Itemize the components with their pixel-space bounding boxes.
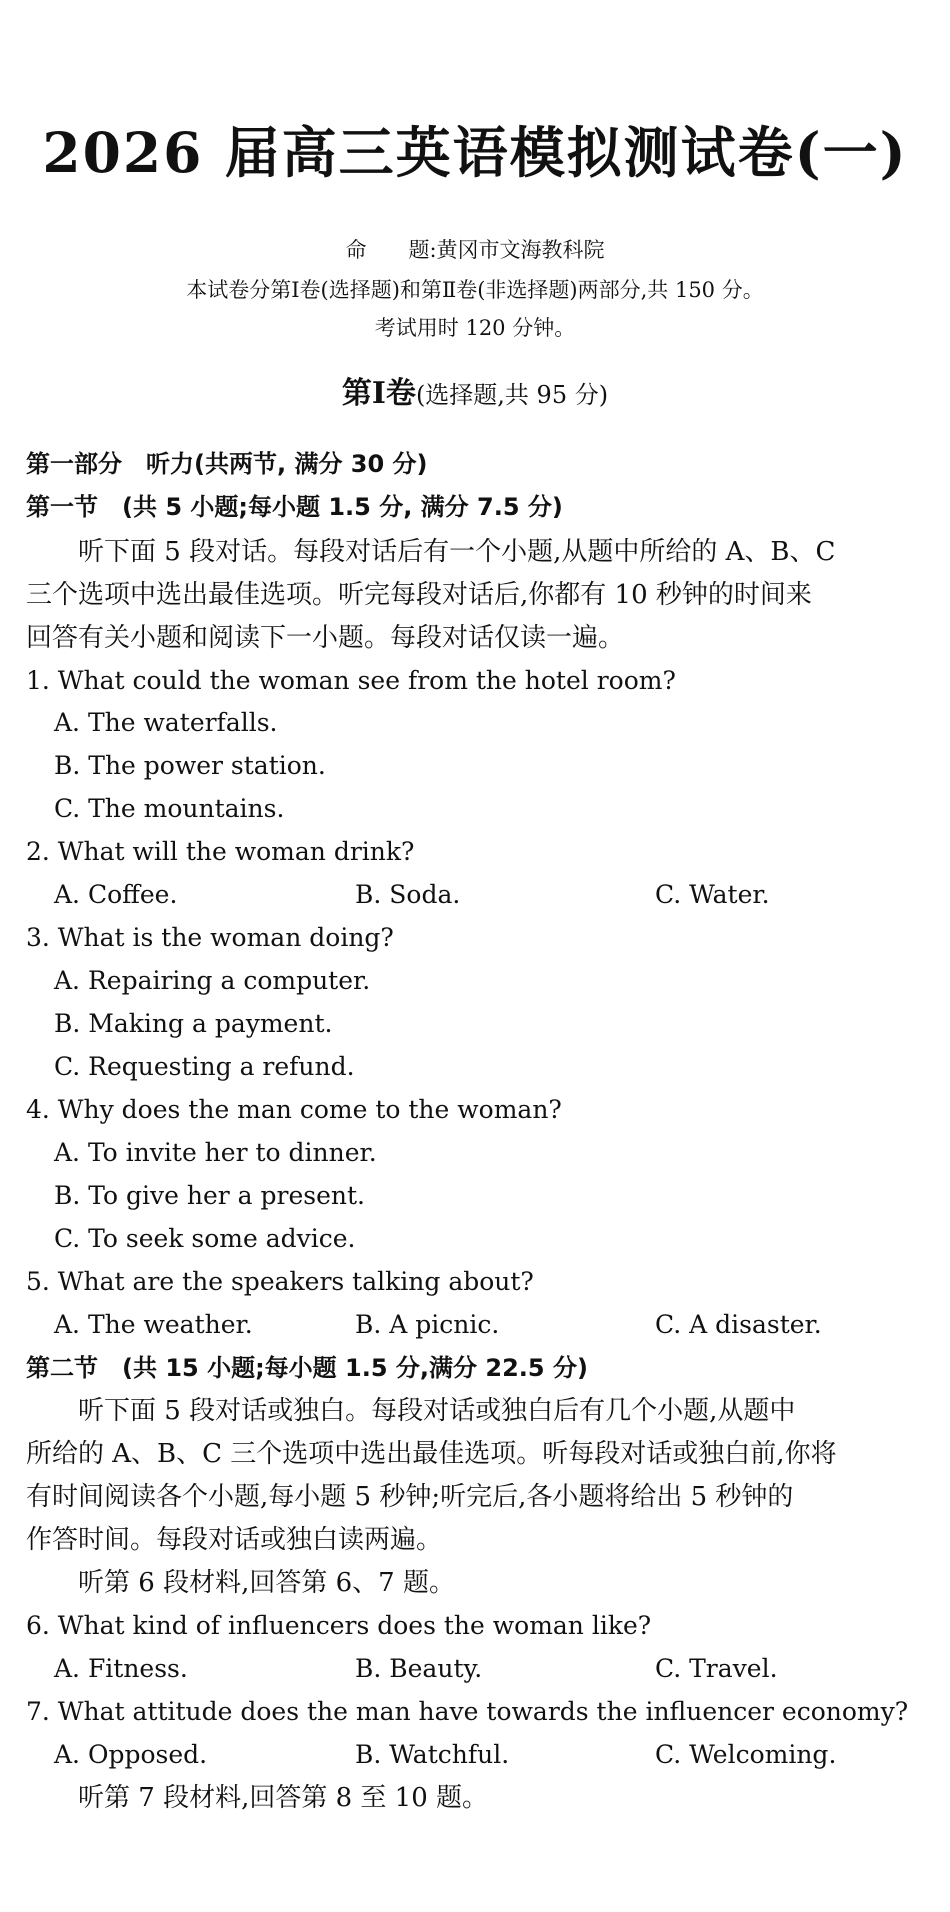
question-4-option-a: A. To invite her to dinner. xyxy=(54,1138,377,1167)
question-7-option-b: B. Watchful. xyxy=(355,1740,510,1769)
question-3-option-b: B. Making a payment. xyxy=(54,1009,333,1038)
question-3-option-c: C. Requesting a refund. xyxy=(54,1052,355,1081)
question-2-option-b: B. Soda. xyxy=(355,880,461,909)
material-7-instruction: 听第 7 段材料,回答第 8 至 10 题。 xyxy=(26,1783,489,1813)
volume-heading xyxy=(0,372,950,420)
section1-instruction-line: 听下面 5 段对话。每段对话后有一个小题,从题中所给的 A、B、C xyxy=(26,537,836,567)
question-4-option-c: C. To seek some advice. xyxy=(54,1224,356,1253)
exam-info-line-2: 考试用时 120 分钟。 xyxy=(374,316,576,340)
question-1-stem: 1. What could the woman see from the hotel room? xyxy=(26,666,676,695)
question-3-option-a: A. Repairing a computer. xyxy=(54,966,371,995)
section2-instruction-line: 作答时间。每段对话或独白读两遍。 xyxy=(26,1525,443,1555)
question-6-stem: 6. What kind of influencers does the woman like? xyxy=(26,1611,652,1640)
volume-subtitle: (选择题,共 95 分) xyxy=(415,381,609,409)
part1-heading: 第一部分 听力(共两节, 满分 30 分) xyxy=(26,450,428,478)
section2-instruction-line: 所给的 A、B、C 三个选项中选出最佳选项。听每段对话或独白前,你将 xyxy=(26,1439,837,1469)
question-6-option-c: C. Travel. xyxy=(655,1654,778,1683)
question-5-option-b: B. A picnic. xyxy=(355,1310,500,1339)
question-2-option-c: C. Water. xyxy=(655,880,770,909)
question-2-stem: 2. What will the woman drink? xyxy=(26,837,415,866)
question-5-stem: 5. What are the speakers talking about? xyxy=(26,1267,534,1296)
section1-heading: 第一节 (共 5 小题;每小题 1.5 分, 满分 7.5 分) xyxy=(26,493,563,521)
question-5-option-a: A. The weather. xyxy=(54,1310,253,1339)
question-6-option-b: B. Beauty. xyxy=(355,1654,483,1683)
question-4-stem: 4. Why does the man come to the woman? xyxy=(26,1095,562,1124)
question-6-option-a: A. Fitness. xyxy=(54,1654,188,1683)
section1-instruction-line: 回答有关小题和阅读下一小题。每段对话仅读一遍。 xyxy=(26,623,625,653)
question-7-stem: 7. What attitude does the man have towards the influencer economy? xyxy=(26,1697,909,1726)
author-line: 命 题:黄冈市文海教科院 xyxy=(345,238,605,262)
question-5-option-c: C. A disaster. xyxy=(655,1310,822,1339)
question-7-option-a: A. Opposed. xyxy=(54,1740,208,1769)
volume-title: 第Ⅰ卷 xyxy=(341,376,416,411)
section2-heading: 第二节 (共 15 小题;每小题 1.5 分,满分 22.5 分) xyxy=(26,1354,588,1382)
section2-instruction-line: 有时间阅读各个小题,每小题 5 秒钟;听完后,各小题将给出 5 秒钟的 xyxy=(26,1482,794,1512)
question-2-option-a: A. Coffee. xyxy=(54,880,178,909)
question-7-option-c: C. Welcoming. xyxy=(655,1740,837,1769)
material-6-instruction: 听第 6 段材料,回答第 6、7 题。 xyxy=(26,1568,455,1598)
exam-title: 2026 届高三英语模拟测试卷(一) xyxy=(42,120,908,185)
question-1-option-a: A. The waterfalls. xyxy=(54,708,278,737)
section1-instruction-line: 三个选项中选出最佳选项。听完每段对话后,你都有 10 秒钟的时间来 xyxy=(26,580,812,610)
question-4-option-b: B. To give her a present. xyxy=(54,1181,365,1210)
section2-instruction-line: 听下面 5 段对话或独白。每段对话或独白后有几个小题,从题中 xyxy=(26,1396,796,1426)
exam-info-line-1: 本试卷分第Ⅰ卷(选择题)和第Ⅱ卷(非选择题)两部分,共 150 分。 xyxy=(186,278,764,302)
question-3-stem: 3. What is the woman doing? xyxy=(26,923,394,952)
question-1-option-b: B. The power station. xyxy=(54,751,326,780)
question-1-option-c: C. The mountains. xyxy=(54,794,285,823)
